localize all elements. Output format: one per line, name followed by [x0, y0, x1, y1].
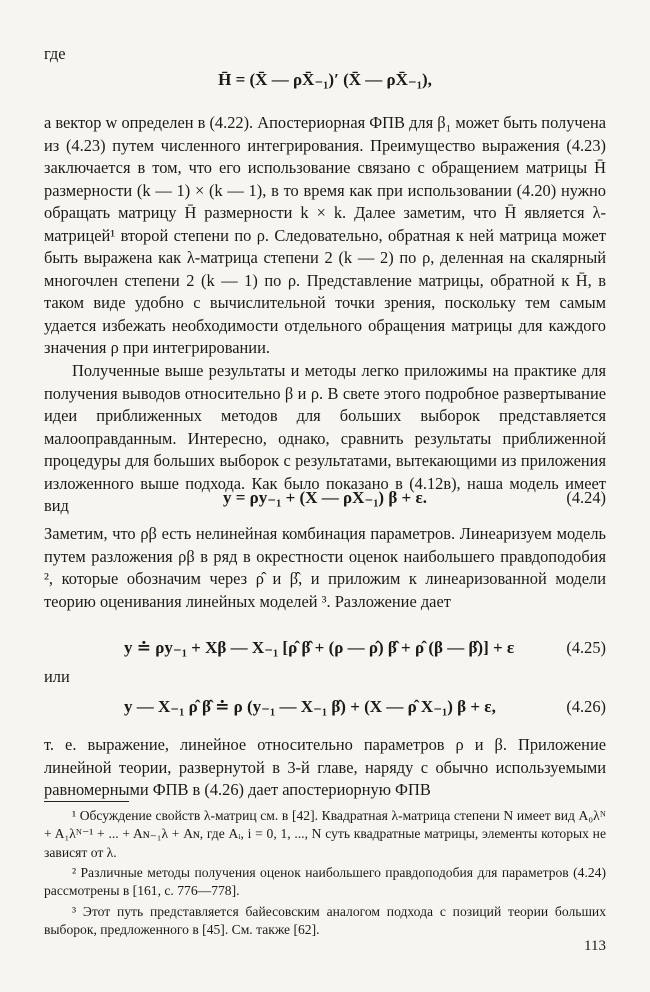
paragraph-4: т. е. выражение, линейное относительно параметров ρ и β. Приложение линейной теории, развернутой в 3-й главе, наряду с обычно используемыми равномерными ФПВ в (4.26) дает апостериорную ФПВ: [44, 735, 606, 799]
paragraph-3: Заметим, что ρβ есть нелинейная комбинация параметров. Линеаризуем модель путем разложения ρβ в ряд в окрестности оценок наибольшего правдоподобия ², которые обозначим через ρ̂ и β̂, и приложим к линеаризованной модели теорию оценивания линейных моделей ³. Разложение дает: [44, 524, 606, 611]
paragraph-2: Полученные выше результаты и методы легко приложимы на практике для получения выводов относительно β и ρ. В свете этого подробное развертывание идеи приближенных методов для больших выборок представляется малооправданным. Интересно, однако, сравнить результаты приближенной процедуры для больших выборок с результатами, вытекающими из приложения изложенного выше подхода. Как было показано в (4.12в), наша модель имеет вид: [44, 361, 606, 515]
equation-4-25-number: (4.25): [566, 638, 606, 657]
equation-4-24-number: (4.24): [566, 488, 606, 507]
equation-4-24-body: y = ρy₋₁ + (X — ρX₋₁) β + ε.: [223, 488, 427, 507]
equation-4-26-number: (4.26): [566, 697, 606, 716]
equation-H-body: H̄ = (X̄ — ρX̄₋₁)′ (X̄ — ρX̄₋₁),: [218, 70, 432, 89]
footnote-2: ² Различные методы получения оценок наибольшего правдоподобия для параметров (4.24) рассмотрены в [161, с. 776—778].: [44, 865, 606, 899]
paragraph-1: а вектор w определен в (4.22). Апостериорная ФПВ для β₁ может быть получена из (4.23) путем численного интегрирования. Преимущество выражения (4.23) заключается в том, что его использование связано с обращением матрицы H̄ размерности (k — 1) × (k — 1), в то время как при использовании (4.20) нужно обращать матрицу H̄ размерности k × k. Далее заметим, что H̄ является λ-матрицей¹ второй степени по ρ. Следовательно, обратная к ней матрица может быть выражена как λ-матрица степени 2 (k — 2) по ρ, деленная на скалярный многочлен степени 2 (k — 1) по ρ. Представление матрицы, обратной к H̄, в таком виде удобно с вычислительной точки зрения, поскольку тем самым удается избежать необходимости отдельного обращения матрицы для каждого значения ρ при интегрировании.: [44, 113, 606, 357]
intro-word: где: [44, 44, 66, 63]
page-number: 113: [584, 938, 606, 954]
footnote-rule: [44, 801, 129, 802]
footnote-1: ¹ Обсуждение свойств λ-матриц см. в [42]. Квадратная λ-матрица степени N имеет вид A₀λᴺ + A₁λᴺ⁻¹ + ... + Aɴ₋₁λ + Aɴ, где Aᵢ, i = 0, 1, ..., N суть квадратные матрицы, элементы которых не зависят от λ.: [44, 808, 606, 860]
equation-4-26-body: y — X₋₁ ρ̂ β̂ ≐ ρ (y₋₁ — X₋₁ β̂) + (X — ρ̂ X₋₁) β + ε,: [124, 697, 496, 716]
or-word: или: [44, 667, 70, 686]
footnote-3: ³ Этот путь представляется байесовским аналогом подхода с позиций теории больших выборок, предложенного в [45]. См. также [62].: [44, 904, 606, 938]
equation-4-25-body: y ≐ ρy₋₁ + Xβ — X₋₁ [ρ̂ β̂ + (ρ — ρ̂) β̂ + ρ̂ (β — β̂)] + ε: [124, 638, 515, 657]
